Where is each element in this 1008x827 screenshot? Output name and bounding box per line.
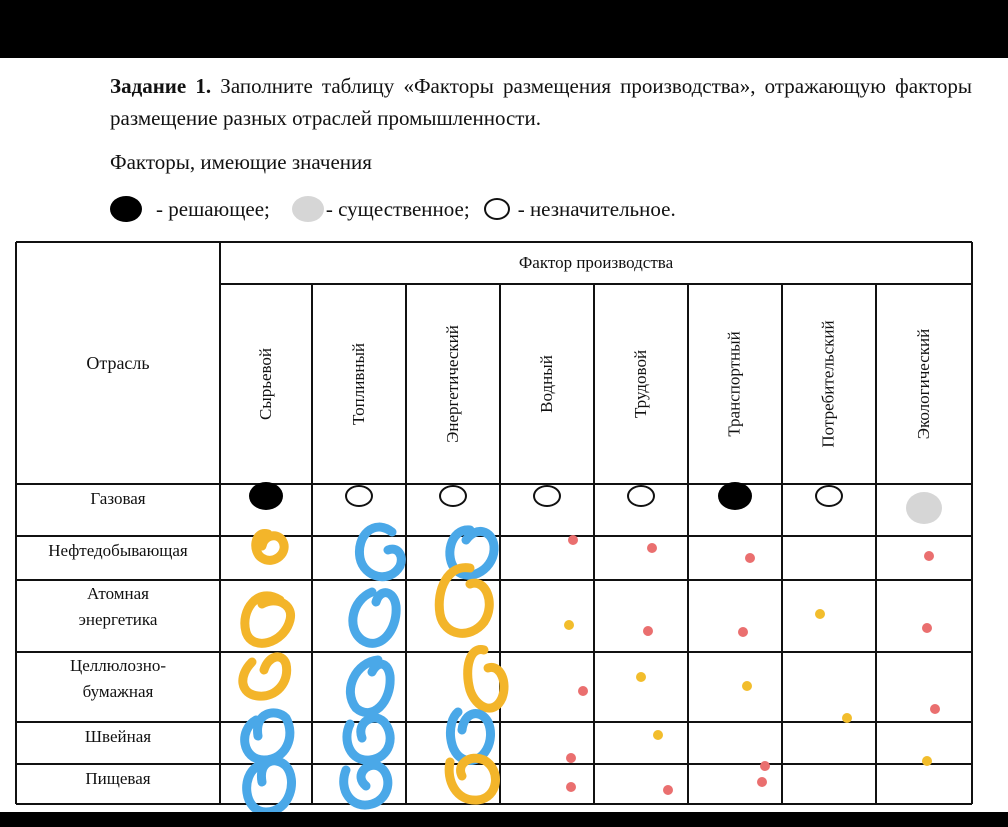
red-dot (568, 535, 578, 545)
orange-scribble (256, 534, 284, 561)
row-label (16, 484, 220, 514)
legend-significant-label: - существенное; (325, 196, 470, 221)
blue-scribble (350, 660, 390, 713)
decisive-dot-icon (110, 196, 142, 222)
decisive-mark-icon (718, 482, 752, 510)
blue-scribble (359, 527, 401, 577)
insignificant-mark-icon (627, 485, 655, 507)
significant-dot-icon (292, 196, 324, 222)
red-dot (930, 704, 940, 714)
insignificant-mark-icon (533, 485, 561, 507)
row-label-line: бумажная (82, 682, 154, 701)
row-label-line: Нефтедобывающая (48, 541, 188, 560)
column-header (594, 284, 688, 484)
red-dot (647, 543, 657, 553)
red-dot (566, 782, 576, 792)
red-dot (663, 785, 673, 795)
orange-scribble (245, 596, 291, 643)
orange-scribble (449, 758, 495, 800)
orange-scribble (468, 650, 504, 709)
row-label-line: Пищевая (85, 769, 151, 788)
row-label-line: Атомная (86, 584, 150, 603)
task-text (110, 70, 972, 134)
blue-scribble (347, 718, 390, 760)
red-dot (745, 553, 755, 563)
red-dot (566, 753, 576, 763)
column-header-label: Трудовой (630, 349, 650, 419)
row-label-line: Целлюлозно- (69, 656, 167, 675)
yellow-dot (636, 672, 646, 682)
red-dot (922, 623, 932, 633)
row-label (16, 580, 220, 634)
column-header-label: Водный (537, 355, 556, 413)
column-header-label: Экологический (914, 328, 933, 440)
red-dot (760, 761, 770, 771)
column-header (876, 284, 972, 484)
insignificant-mark-icon (439, 485, 467, 507)
column-header (312, 284, 406, 484)
legend-insignificant-label: - незначительное. (517, 196, 676, 221)
blue-scribble (450, 712, 490, 760)
red-dot (924, 551, 934, 561)
column-header-label: Топливный (349, 343, 368, 425)
decisive-mark-icon (249, 482, 283, 510)
row-label (16, 722, 220, 752)
blue-scribble (247, 761, 292, 812)
task-instruction: Заполните таблицу «Факторы размещения производства», отражающую факторы размещение разных отраслей промышленности. (110, 74, 973, 130)
bottom-black-bar (0, 812, 1008, 827)
red-dot (738, 627, 748, 637)
top-black-bar (0, 0, 1008, 58)
red-dot (578, 686, 588, 696)
insignificant-dot-icon (484, 198, 510, 220)
column-header (406, 284, 500, 484)
red-dot (757, 777, 767, 787)
legend-decisive-label: - решающее; (156, 196, 270, 221)
column-header-label: Сырьевой (255, 347, 275, 421)
row-label-line: Швейная (84, 727, 152, 746)
factors-intro: Факторы, имеющие значения (110, 150, 372, 174)
red-dot (643, 626, 653, 636)
task-number: Задание 1. (110, 74, 212, 98)
row-label-line: Газовая (90, 489, 146, 508)
column-header (782, 284, 876, 484)
yellow-dot (564, 620, 574, 630)
column-header (688, 284, 782, 484)
column-header (220, 284, 312, 484)
column-header (500, 284, 594, 484)
row-label (16, 652, 220, 706)
factor-header: Фактор производства (518, 253, 674, 272)
yellow-dot (742, 681, 752, 691)
blue-scribble (450, 530, 494, 575)
insignificant-mark-icon (815, 485, 843, 507)
insignificant-mark-icon (345, 485, 373, 507)
blue-scribble (344, 765, 388, 805)
yellow-dot (922, 756, 932, 766)
row-label-line: энергетика (78, 610, 158, 629)
column-header-label: Энергетический (443, 325, 462, 443)
blue-scribble (245, 713, 290, 760)
yellow-dot (842, 713, 852, 723)
branch-header: Отрасль (86, 352, 150, 373)
legend (110, 196, 676, 222)
blue-scribble (353, 592, 396, 643)
orange-scribble (439, 568, 489, 634)
column-header-label: Транспортный (725, 331, 745, 437)
row-label (16, 536, 220, 566)
yellow-dot (653, 730, 663, 740)
column-header-label: Потребительский (819, 320, 839, 448)
yellow-dot (815, 609, 825, 619)
orange-scribble (243, 657, 287, 696)
significant-mark-icon (906, 492, 942, 524)
row-label (16, 764, 220, 794)
